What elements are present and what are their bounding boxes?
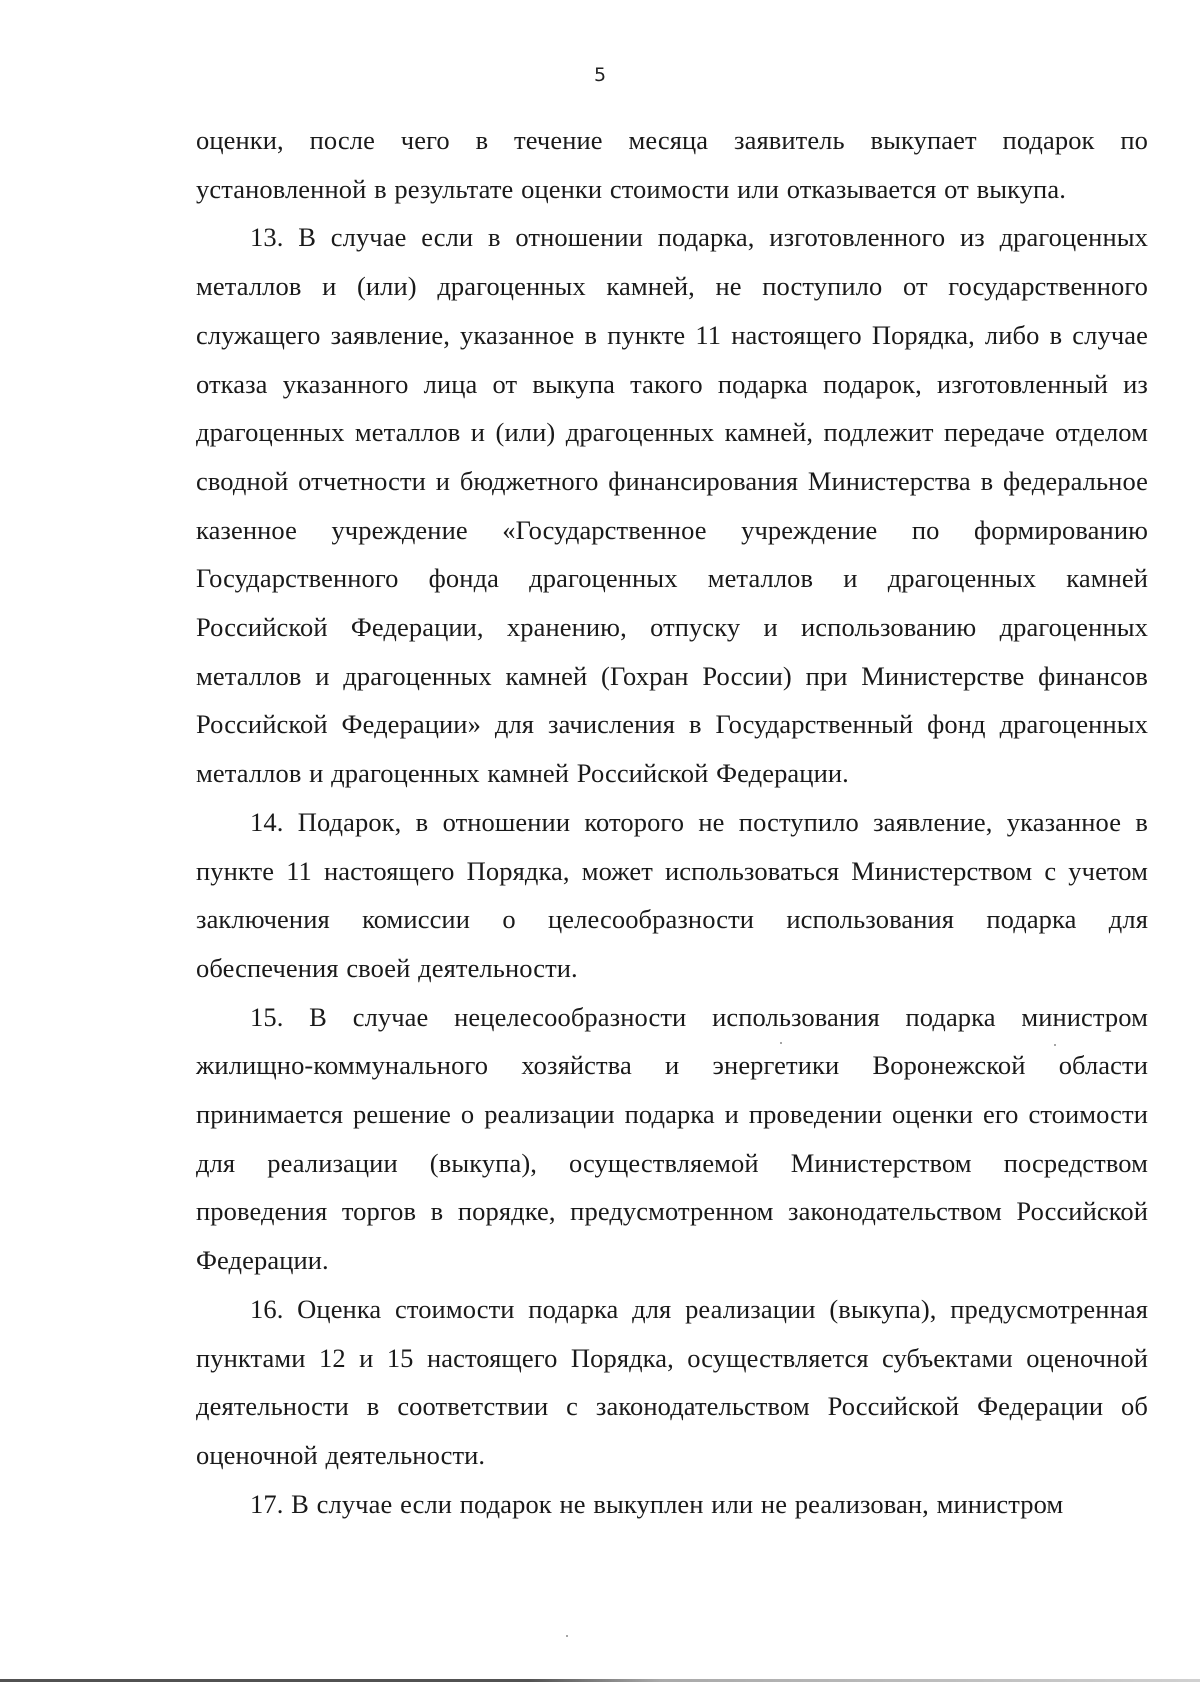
- paragraph-15: 15. В случае нецелесообразности использования подарка министром жилищно-коммунального хозяйства и энергетики Воронежской области принимается решение о реализации подарка и проведении оценки его стоимости для реализации (выкупа), осуществляемой Министерством посредством проведения торгов в порядке, предусмотренном законодательством Российской Федерации.: [196, 1001, 1148, 1276]
- paragraph-12-continuation: оценки, после чего в течение месяца заявитель выкупает подарок по установленной в результате оценки стоимости или отказывается от выкупа.: [196, 125, 1148, 204]
- paragraph-14: 14. Подарок, в отношении которого не поступило заявление, указанное в пункте 11 настоящего Порядка, может использоваться Министерством с учетом заключения комиссии о целесообразности использования подарка для обеспечения своей деятельности.: [196, 806, 1148, 983]
- document-body: [196, 116, 1148, 1528]
- scan-speck: [566, 1635, 568, 1637]
- scan-bottom-edge-line: [0, 1679, 1200, 1682]
- paragraph-16: 16. Оценка стоимости подарка для реализации (выкупа), предусмотренная пунктами 12 и 15 настоящего Порядка, осуществляется субъектами оценочной деятельности в соответствии с законодательством Российской Федерации об оценочной деятельности.: [196, 1293, 1148, 1470]
- paragraph-13: 13. В случае если в отношении подарка, изготовленного из драгоценных металлов и (или) драгоценных камней, не поступило от государственного служащего заявление, указанное в пункте 11 настоящего Порядка, либо в случае отказа указанного лица от выкупа такого подарка подарок, изготовленный из драгоценных металлов и (или) драгоценных камней, подлежит передаче отделом сводной отчетности и бюджетного финансирования Министерства в федеральное казенное учреждение «Государственное учреждение по формированию Государственного фонда драгоценных металлов и драгоценных камней Российской Федерации, хранению, отпуску и использованию драгоценных металлов и драгоценных камней (Гохран России) при Министерстве финансов Российской Федерации» для зачисления в Государственный фонд драгоценных металлов и драгоценных камней Российской Федерации.: [196, 222, 1148, 789]
- scan-speck: [1054, 1044, 1056, 1046]
- paragraph-17: 17. В случае если подарок не выкуплен или не реализован, министром: [250, 1488, 1064, 1519]
- page-number: 5: [593, 64, 607, 86]
- scan-speck: [780, 1042, 782, 1044]
